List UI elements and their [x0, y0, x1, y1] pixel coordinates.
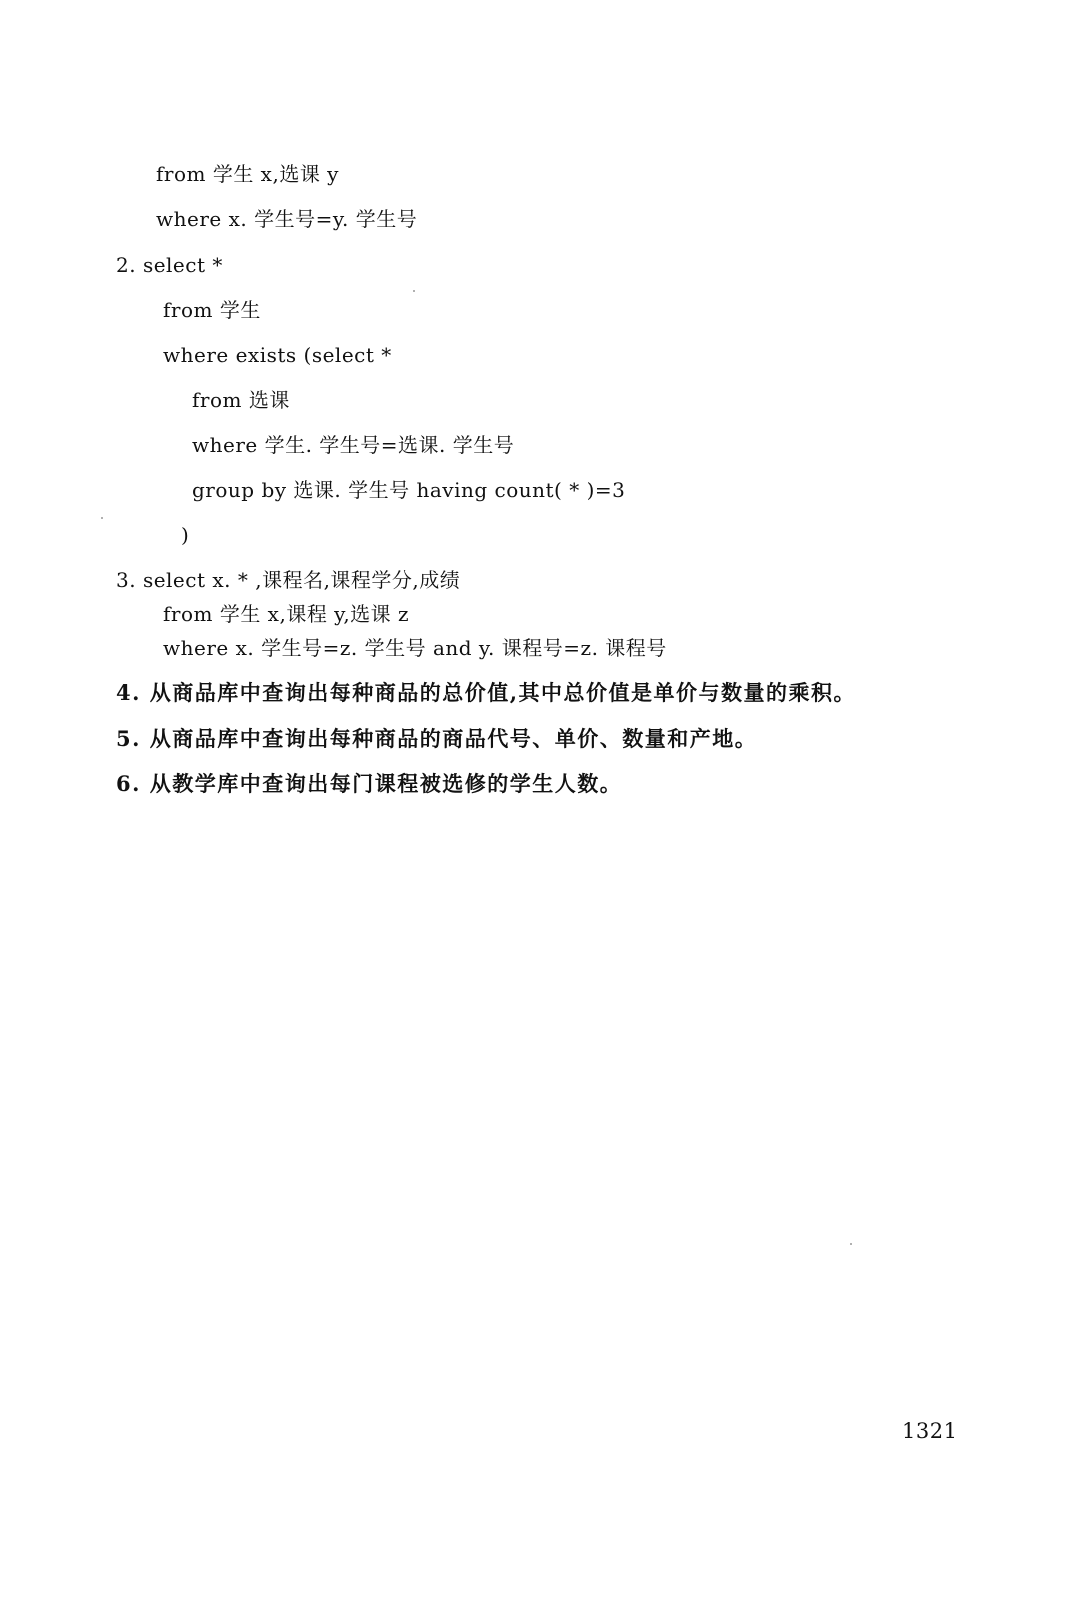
- answer2-inner-from-line: from 选课: [192, 388, 290, 412]
- answer1-where-line: where x. 学生号=y. 学生号: [156, 207, 418, 231]
- scan-speck: [850, 1243, 852, 1245]
- answer2-close-paren: ): [181, 523, 190, 547]
- answer3-from-line: from 学生 x,课程 y,选课 z: [163, 602, 410, 626]
- question-6: 6. 从教学库中查询出每门课程被选修的学生人数。: [116, 771, 623, 796]
- answer3-where-line: where x. 学生号=z. 学生号 and y. 课程号=z. 课程号: [163, 636, 667, 660]
- answer3-select-line: 3. select x. * ,课程名,课程学分,成绩: [116, 568, 461, 592]
- answer2-select-line: 2. select *: [116, 253, 223, 277]
- answer2-from-line: from 学生: [163, 298, 261, 322]
- question-4: 4. 从商品库中查询出每种商品的总价值,其中总价值是单价与数量的乘积。: [116, 680, 857, 705]
- answer1-from-line: from 学生 x,选课 y: [156, 162, 339, 186]
- scan-speck: [413, 290, 415, 292]
- answer2-where-exists-line: where exists (select *: [163, 343, 392, 367]
- page-number: 1321: [902, 1419, 958, 1443]
- answer2-group-by-line: group by 选课. 学生号 having count( * )=3: [192, 478, 626, 502]
- answer2-inner-where-line: where 学生. 学生号=选课. 学生号: [192, 433, 515, 457]
- scan-speck: [101, 517, 103, 519]
- question-5: 5. 从商品库中查询出每种商品的商品代号、单价、数量和产地。: [116, 726, 758, 751]
